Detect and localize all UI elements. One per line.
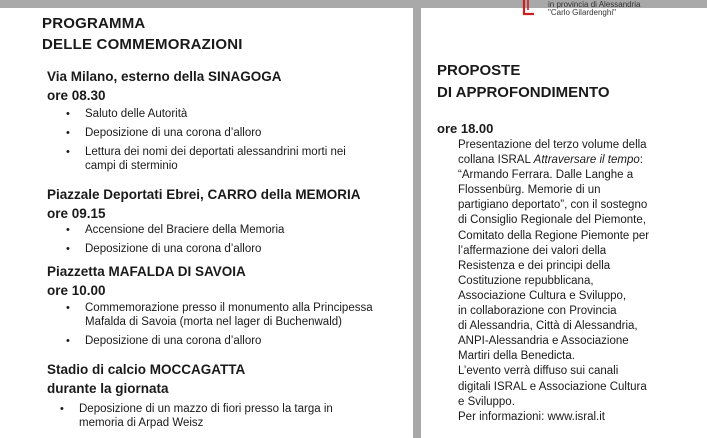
section-place: Piazzetta MAFALDA DI SAVOIA: [47, 264, 246, 279]
proposals-time: ore 18.00: [437, 121, 494, 136]
section-time: durante la giornata: [47, 381, 169, 396]
section-time: ore 08.30: [47, 88, 106, 103]
body-line: digitali ISRAL e Associazione Cultura: [458, 380, 647, 393]
proposals-heading-line2: DI APPROFONDIMENTO: [437, 84, 610, 101]
section-place: Piazzale Deportati Ebrei, CARRO della MEMORIA: [47, 187, 361, 202]
section-moccagatta: [47, 360, 245, 398]
info-link[interactable]: Per informazioni: www.isral.it: [458, 410, 605, 423]
section-sinagoga-list: [66, 107, 366, 178]
programme-heading-line2: DELLE COMMEMORAZIONI: [42, 36, 243, 53]
logo-line-1: in provincia di Alessandria: [548, 0, 641, 9]
body-line-prefix: collana ISRAL: [458, 154, 534, 167]
list-item: • Deposizione di una corona d’alloro: [66, 126, 366, 140]
section-time: ore 09.15: [47, 206, 106, 221]
list-item: • Deposizione di una corona d’alloro: [66, 242, 366, 256]
section-carro-memoria: [47, 185, 361, 223]
body-line: Flossenbürg. Memorie di un: [458, 184, 601, 197]
body-line: in collaborazione con Provincia: [458, 305, 617, 318]
body-line: “Armando Ferrara. Dalle Langhe a: [458, 169, 634, 182]
section-mafalda-list: [66, 301, 396, 353]
programme-heading-line1: PROGRAMMA: [42, 15, 146, 32]
logo-line-2: "Carlo Gilardenghi": [548, 8, 616, 17]
body-line: l’affermazione dei valori della: [458, 244, 607, 257]
body-line: di Alessandria, Città di Alessandria,: [458, 320, 638, 333]
section-place: Via Milano, esterno della SINAGOGA: [47, 69, 282, 84]
body-line-series: [458, 153, 698, 168]
isral-logo: [508, 0, 707, 24]
body-line: Presentazione del terzo volume della: [458, 139, 647, 151]
body-line: Martiri della Benedicta.: [458, 350, 575, 363]
section-place: Stadio di calcio MOCCAGATTA: [47, 362, 246, 377]
list-item: • Deposizione di una corona d’alloro: [66, 334, 396, 348]
isral-logo-mark-icon: [522, 0, 540, 18]
proposals-heading: [437, 60, 610, 104]
body-line: ANPI-Alessandria e Associazione: [458, 335, 629, 348]
body-line: partigiano deportato”, con il sostegno: [458, 199, 648, 212]
body-line: di Consiglio Regionale del Piemonte,: [458, 214, 646, 227]
body-line: Resistenza e dei principi della: [458, 259, 611, 272]
list-item: • Commemorazione presso il monumento alla Principessa Mafalda di Savoia (morta nel lager di Buchenwald): [66, 301, 385, 329]
series-suffix: :: [639, 154, 643, 167]
list-item: • Lettura dei nomi dei deportati alessandrini morti nei campi di sterminio: [66, 145, 355, 173]
vertical-divider-bar: [413, 0, 421, 438]
section-sinagoga: [47, 67, 282, 105]
body-line: e Sviluppo.: [458, 395, 515, 408]
section-carro-memoria-list: [66, 223, 366, 261]
body-line: Costituzione repubblicana,: [458, 274, 594, 287]
section-mafalda: [47, 262, 246, 300]
proposals-body: [458, 138, 698, 425]
proposals-heading-line1: PROPOSTE: [437, 62, 521, 79]
series-title: Attraversare il tempo: [533, 154, 640, 167]
section-time: ore 10.00: [47, 283, 106, 298]
list-item: • Saluto delle Autorità: [66, 107, 366, 121]
list-item: • Accensione del Braciere della Memoria: [66, 223, 366, 237]
body-line: L’evento verrà diffuso sui canali: [458, 365, 619, 378]
section-moccagatta-list: [60, 402, 360, 435]
body-line: Associazione Cultura e Sviluppo,: [458, 289, 627, 302]
list-item: • Deposizione di un mazzo di fiori presso la targa in memoria di Arpad Weisz: [60, 402, 354, 430]
body-line: Comitato della Regione Piemonte per: [458, 229, 650, 242]
